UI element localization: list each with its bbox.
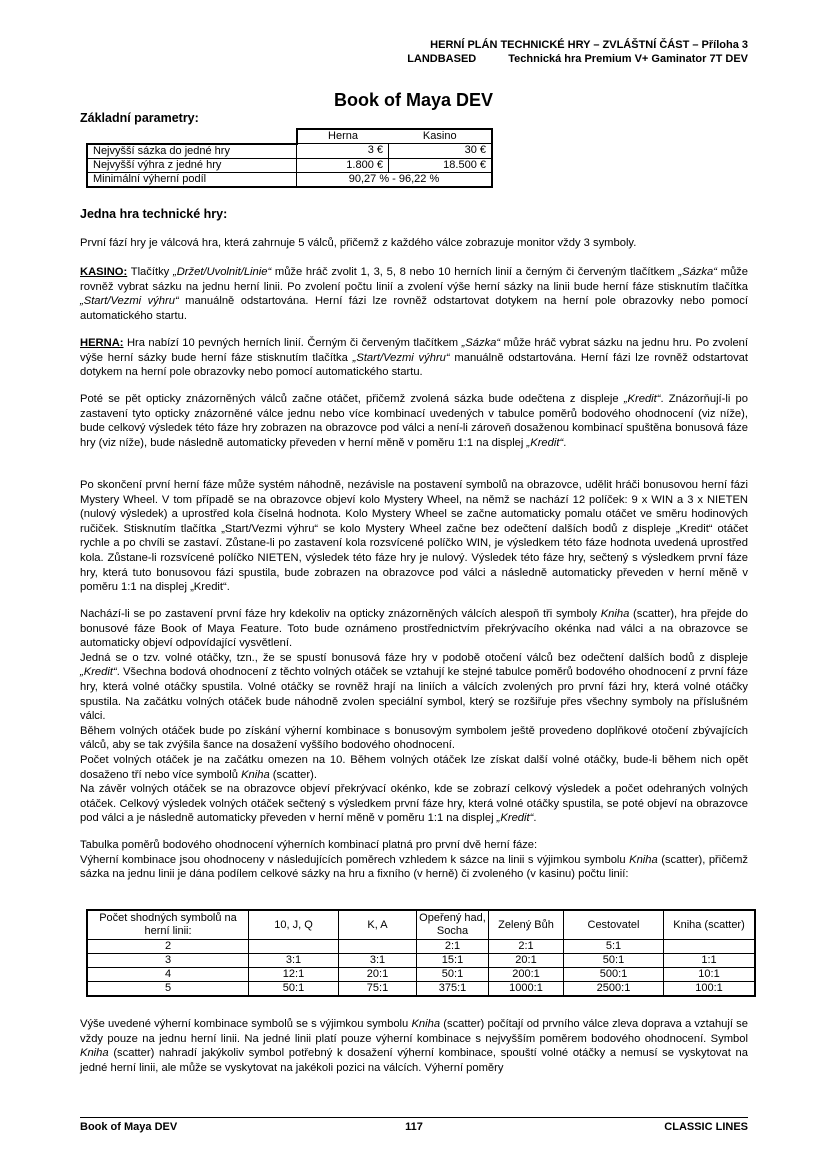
emphasis: Kniha <box>600 608 630 620</box>
text: (scatter) nahradí jakýkoliv symbol potřebný k dosažení výherní kombinace, spouští volné otáčky a nemusí se vyskytovat na jedné herní linii, ale může se vyskytovat na jakékoli pozici na válcích. Výherní poměry <box>80 1047 748 1074</box>
text: manuálně odstartována. Herní fázi lze rovněž odstartovat dotykem na herní pole obrazovky nebo pomocí automatického startu. <box>80 351 748 379</box>
emphasis: „Start/Vezmi výhru“ <box>352 351 450 364</box>
header-line-1: HERNÍ PLÁN TECHNICKÉ HRY – ZVLÁŠTNÍ ČÁST – Příloha 3 <box>430 39 748 51</box>
paragraph-book-feature <box>80 607 748 826</box>
params-herna-value: 3 € <box>297 144 389 159</box>
text: může hráč zvolit 1, 3, 5, 8 nebo 10 herních linií a černým či červeným tlačítkem <box>271 266 679 278</box>
page-footer <box>80 1121 748 1133</box>
emphasis: „Sázka“ <box>678 266 717 278</box>
page-number: 117 <box>405 1121 423 1133</box>
params-row <box>87 144 492 159</box>
paytable-cell: 1000:1 <box>489 982 564 997</box>
paytable-cell: 50:1 <box>417 968 489 982</box>
paytable-row <box>87 982 755 997</box>
emphasis: „Kredit“ <box>526 436 564 449</box>
game-heading: Jedna hra technické hry: <box>80 207 228 221</box>
paytable-cell: 10:1 <box>664 968 756 982</box>
params-header-empty <box>87 129 297 144</box>
params-row-label: Nejvyšší výhra z jedné hry <box>87 158 297 172</box>
text: (scatter), hra přejde do bonusové fáze Book of Maya Feature. Toto bude oznámeno prostřednictvím překrývacího okénka nad válci a na obrazovce se automaticky objeví odpovídající vysvětlení. <box>80 608 748 650</box>
text: Nachází-li se po zastavení první fáze hry kdekoliv na opticky znázorněných válcích alespoň tři symboly <box>80 608 601 620</box>
text: Tabulka poměrů bodového ohodnocení výherních kombinací platná pro první dvě herní fáze: <box>80 839 538 851</box>
text: Jedná se o tzv. volné otáčky, tzn., že se spustí bonusová fáze hry v podobě otočení válců bez odečtení dalších bodů z displeje <box>80 651 748 664</box>
params-col-herna: Herna <box>297 129 389 144</box>
paytable-cell: 12:1 <box>249 968 339 982</box>
emphasis: „Držet/Uvolnit/Linie“ <box>172 266 272 278</box>
text: Poté se pět opticky znázorněných válců začne otáčet, přičemž zvolená sázka bude odečtena z displeje <box>80 393 624 405</box>
paytable-cell <box>339 940 417 954</box>
text: (scatter), přičemž sázka na jednu linii je dána podílem celkové sázky na hru a fixního (v herně) či zvoleného (v kasinu) počtu linií: <box>80 853 748 881</box>
paytable-cell: 3:1 <box>339 954 417 968</box>
paytable <box>86 909 756 997</box>
paytable-cell: 3 <box>87 954 249 968</box>
paragraph-after-table <box>80 1017 748 1075</box>
paytable-cell: 500:1 <box>564 968 664 982</box>
paytable-cell: 2 <box>87 940 249 954</box>
params-col-kasino: Kasino <box>389 129 493 144</box>
paytable-row <box>87 968 755 982</box>
params-heading: Základní parametry: <box>80 111 199 125</box>
paytable-header: 10, J, Q <box>249 910 339 940</box>
paytable-cell: 20:1 <box>339 968 417 982</box>
paytable-cell <box>249 940 339 954</box>
paytable-row <box>87 940 755 954</box>
paytable-cell: 2500:1 <box>564 982 664 997</box>
text: . <box>533 812 537 825</box>
params-row-label: Nejvyšší sázka do jedné hry <box>87 144 297 159</box>
text: . Znázorňují-li po zastavení tyto opticky znázorněné válce jednu nebo více kombinací uvedených v tabulce poměrů bodového ohodnocení (viz níže), bude celkový výsledek této fáze hry zobrazen na obrazovce pod válci a není-li zároveň dosaženou kombinací spuštěna bonusová fáze hry (viz níže), bude následně automaticky převeden v herní měně v poměru 1:1 na displej <box>80 393 749 449</box>
paytable-cell <box>664 940 756 954</box>
params-combined-value: 90,27 % - 96,22 % <box>297 172 493 187</box>
params-kasino-value: 30 € <box>389 144 493 159</box>
text: manuálně odstartována. Herní fázi lze rovněž odstartovat dotykem na herní pole obrazovky nebo pomocí automatického startu. <box>80 295 748 322</box>
emphasis: Kniha <box>80 1047 109 1060</box>
paytable-cell: 50:1 <box>564 954 664 968</box>
emphasis: Kniha <box>629 853 658 866</box>
paytable-header: Opeřený had, Socha <box>417 910 489 940</box>
emphasis: „Kredit“ <box>80 666 117 679</box>
params-row <box>87 172 492 187</box>
text: (scatter) počítají od prvního válce zleva doprava a vztahují se vždy pouze na jednu herní linii. Na jedné linii platí pouze výherní kombinace s nejvyšším poměrem bodového ohodnocení. Symbol <box>80 1018 748 1045</box>
paytable-header: Počet shodných symbolů na herní linii: <box>87 910 249 940</box>
kasino-label: KASINO: <box>80 266 128 278</box>
text: může rovněž vybrat sázku na jednu herní linii. Po zvolení počtu linií a zvolení výše herní sázky na linii bude herní fáze stisknutím tlačítka <box>80 266 748 293</box>
params-row-label: Minimální výherní podíl <box>87 172 297 187</box>
footer-category: CLASSIC LINES <box>664 1121 749 1133</box>
text: Výherní kombinace jsou ohodnoceny v následujících poměrech vzhledem k sázce na linii s výjimkou symbolu <box>80 853 630 866</box>
paytable-cell: 1:1 <box>664 954 756 968</box>
footer-divider <box>80 1117 748 1118</box>
text: Hra nabízí 10 pevných herních linií. Černým či červeným tlačítkem <box>123 337 462 349</box>
paytable-header: K, A <box>339 910 417 940</box>
herna-label: HERNA: <box>80 337 124 349</box>
paytable-cell: 2:1 <box>417 940 489 954</box>
text: . Všechna bodová ohodnocení z těchto volných otáček se vztahují ke stejné tabulce poměrů bodového ohodnocení z první fáze hry, která volné otáčky spustila. Volné otáčky se rovněž hrají na liniích a válcích zvolených pro první fázi hry, která volné otáčky spustila. Na začátku volných otáček bude náhodně zvolen speciální symbol, který se rozšiřuje přes všechny symboly na příslušném válci. <box>80 666 748 723</box>
emphasis: Kniha <box>241 768 270 781</box>
paragraph-mystery-wheel: Po skončení první herní fáze může systém náhodně, nezávisle na postavení symbolů na obrazovce, udělit hráči bonusovou herní fázi Mystery Wheel. V tom případě se na obrazovce objeví kolo Mystery Wheel, na němž se nachází 12 políček: 9 x WIN a 3 x NIETEN (nulový výsledek) a uprostřed kola číselná hodnota. Kolo Mystery Wheel se začne automaticky pomalu otáčet ve směru hodinových ručiček. Stisknutím tlačítka „Start/Vezmi výhru“ se kolo Mystery Wheel začne bez odečtení dalších bodů z displeje „Kredit“ otáčet rychle a po chvíli se zastaví. Zůstane-li po zastavení kola rozsvícené políčko WIN, je výsledkem této fáze hodnota uvedená uprostřed kola. Zůstane-li rozsvícené políčko NIETEN, výsledek této fáze hry je nulový. Výsledek této fáze hry, sečtený s výsledkem první fáze hry, která tuto bonusovou fázi spustila, bude zobrazen na obrazovce pod válci a následně automaticky převeden v herní měně v poměru 1:1 na displej „Kredit“. <box>80 479 748 594</box>
paytable-header-row <box>87 910 755 940</box>
paytable-cell: 4 <box>87 968 249 982</box>
text: může hráč vybrat sázku na jednu hru. Po zvolení výše herní sázky bude herní fáze stisknutím tlačítka <box>80 337 749 364</box>
emphasis: „Kredit“ <box>496 812 534 825</box>
params-row <box>87 158 492 172</box>
paytable-cell: 5 <box>87 982 249 997</box>
paytable-header: Kniha (scatter) <box>664 910 756 940</box>
paytable-cell: 15:1 <box>417 954 489 968</box>
text: Tlačítky <box>127 266 173 278</box>
paytable-header: Cestovatel <box>564 910 664 940</box>
document-title: Book of Maya DEV <box>333 90 494 110</box>
footer-game-title: Book of Maya DEV <box>80 1121 178 1133</box>
text: Během volných otáček bude po získání výherní kombinace s bonusovým symbolem ještě provedeno doplňkové otočení zbývajících válců, aby se tak zvýšila šance na dosažení vyššího bodového ohodnocení. <box>80 724 748 752</box>
paytable-cell: 75:1 <box>339 982 417 997</box>
params-kasino-value: 18.500 € <box>389 158 493 172</box>
paytable-header: Zelený Bůh <box>489 910 564 940</box>
paragraph-kasino <box>80 265 748 323</box>
paragraph-table-intro <box>80 838 748 882</box>
paytable-row <box>87 954 755 968</box>
emphasis: Kniha <box>411 1018 441 1030</box>
paragraph-herna <box>80 336 748 380</box>
paytable-cell: 5:1 <box>564 940 664 954</box>
text: . <box>563 436 567 449</box>
emphasis: „Sázka“ <box>461 337 501 349</box>
params-herna-value: 1.800 € <box>297 158 389 172</box>
text: Na závěr volných otáček se na obrazovce objeví překrývací okénko, kde se zobrazí celkový výsledek a počet odehraných volných otáček. Celkový výsledek volných otáček sečtený s výsledkem první fáze hry, která volné otáčky spustila, se poté objeví na obrazovce pod válci a je následně automaticky převeden v herní měně v poměru 1:1 na displej <box>80 783 748 825</box>
text: Výše uvedené výherní kombinace symbolů se s výjimkou symbolu <box>80 1018 412 1030</box>
text: Počet volných otáček je na začátku omezen na 10. Během volných otáček lze získat další volné otáčky, bude-li během nich opět dosaženo tří nebo více symbolů <box>80 753 748 781</box>
basic-parameters-table <box>86 128 493 188</box>
emphasis: „Start/Vezmi výhru“ <box>80 295 179 308</box>
emphasis: „Kredit“ <box>623 393 661 405</box>
header-landbased: LANDBASED <box>407 53 477 65</box>
paragraph-intro: První fází hry je válcová hra, která zahrnuje 5 válců, přičemž z každého válce zobrazuje monitor vždy 3 symboly. <box>80 237 637 249</box>
paragraph-reels <box>80 392 748 450</box>
paytable-cell: 3:1 <box>249 954 339 968</box>
params-header-row <box>87 129 492 144</box>
header-line-2 <box>80 52 748 66</box>
paytable-cell: 100:1 <box>664 982 756 997</box>
paytable-cell: 200:1 <box>489 968 564 982</box>
header-game-name: Technická hra Premium V+ Gaminator 7T DEV <box>508 53 748 65</box>
paytable-cell: 20:1 <box>489 954 564 968</box>
page-header <box>80 38 748 66</box>
text: (scatter). <box>269 768 317 781</box>
paytable-cell: 375:1 <box>417 982 489 997</box>
paytable-cell: 50:1 <box>249 982 339 997</box>
paytable-cell: 2:1 <box>489 940 564 954</box>
